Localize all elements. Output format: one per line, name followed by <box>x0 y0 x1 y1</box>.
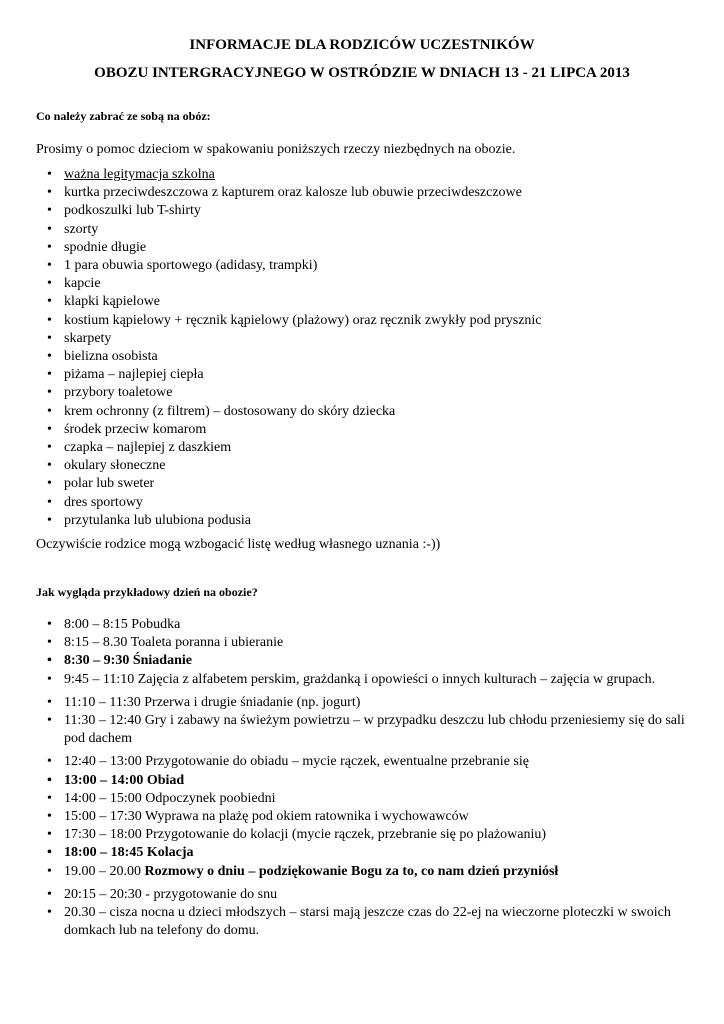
schedule-item: • 17:30 – 18:00 Przygotowanie do kolacji (mycie rączek, przebranie się po plażowaniu) <box>36 826 686 844</box>
list-item-text: ważna legitymacja szkolna <box>64 167 215 182</box>
list-item: • dres sportowy <box>36 494 686 512</box>
schedule-item: • 20:15 – 20:30 - przygotowanie do snu <box>36 886 686 904</box>
list-item: • przybory toaletowe <box>36 384 686 402</box>
packing-intro: Prosimy o pomoc dzieciom w spakowaniu poniższych rzeczy niezbędnych na obozie. <box>36 142 516 157</box>
schedule-item: • 8:00 – 8:15 Pobudka <box>36 616 686 634</box>
schedule-item-activity: Rozmowy o dniu – podziękowanie Bogu za to, co nam dzień przyniósł <box>144 863 559 879</box>
schedule-item: • 18:00 – 18:45 Kolacja <box>36 844 686 862</box>
document-title-line-2: OBOZU INTERGRACYJNEGO W OSTRÓDZIE W DNIACH 13 - 21 LIPCA 2013 <box>94 65 630 81</box>
document-title-line-1: INFORMACJE DLA RODZICÓW UCZESTNIKÓW <box>189 37 535 53</box>
list-item: • czapka – najlepiej z daszkiem <box>36 439 686 457</box>
schedule-item: • 13:00 – 14:00 Obiad <box>36 772 686 790</box>
schedule-item: • 14:00 – 15:00 Odpoczynek poobiedni <box>36 790 686 808</box>
schedule-item <box>36 863 686 881</box>
schedule-item: • 8:15 – 8.30 Toaleta poranna i ubieranie <box>36 634 686 652</box>
list-item: • piżama – najlepiej ciepła <box>36 366 686 384</box>
schedule-item: • 20.30 – cisza nocna u dzieci młodszych – starsi mają jeszcze czas do 22-ej na wieczorne ploteczki w swoich domkach lub na telefony do domu. <box>36 904 686 940</box>
list-item: • 1 para obuwia sportowego (adidasy, trampki) <box>36 257 686 275</box>
packing-note: Oczywiście rodzice mogą wzbogacić listę według własnego uznania :-)) <box>36 537 441 552</box>
list-item: • przytulanka lub ulubiona podusia <box>36 512 686 530</box>
list-item: • polar lub sweter <box>36 475 686 493</box>
schedule-item: • 11:10 – 11:30 Przerwa i drugie śniadanie (np. jogurt) <box>36 694 686 712</box>
list-item: • krem ochronny (z filtrem) – dostosowany do skóry dziecka <box>36 403 686 421</box>
packing-heading: Co należy zabrać ze sobą na obóz: <box>36 109 211 123</box>
packing-list <box>36 166 686 530</box>
list-item: • spodnie długie <box>36 239 686 257</box>
schedule-item-time: 19.00 – 20.00 <box>64 863 145 879</box>
schedule-item: • 8:30 – 9:30 Śniadanie <box>36 652 686 670</box>
list-item: • okulary słoneczne <box>36 457 686 475</box>
schedule-item: • 12:40 – 13:00 Przygotowanie do obiadu – mycie rączek, ewentualne przebranie się <box>36 753 686 771</box>
list-item: • środek przeciw komarom <box>36 421 686 439</box>
list-item: • szorty <box>36 221 686 239</box>
list-item: • kostium kąpielowy + ręcznik kąpielowy (plażowy) oraz ręcznik zwykły pod prysznic <box>36 312 686 330</box>
list-item: • kapcie <box>36 275 686 293</box>
list-item: • podkoszulki lub T-shirty <box>36 202 686 220</box>
schedule-heading: Jak wygląda przykładowy dzień na obozie? <box>36 585 258 599</box>
list-item: • kurtka przeciwdeszczowa z kapturem oraz kalosze lub obuwie przeciwdeszczowe <box>36 184 686 202</box>
schedule-item: • 11:30 – 12:40 Gry i zabawy na świeżym powietrzu – w przypadku deszczu lub chłodu przeniesiemy się do sali pod dachem <box>36 712 686 748</box>
list-item <box>36 166 686 184</box>
schedule-item: • 15:00 – 17:30 Wyprawa na plażę pod okiem ratownika i wychowawców <box>36 808 686 826</box>
list-item: • bielizna osobista <box>36 348 686 366</box>
list-item: • skarpety <box>36 330 686 348</box>
list-item: • klapki kąpielowe <box>36 293 686 311</box>
schedule-item: • 9:45 – 11:10 Zajęcia z alfabetem perskim, grażdanką i opowieści o innych kulturach – zajęcia w grupach. <box>36 671 686 689</box>
schedule-list <box>36 616 686 940</box>
